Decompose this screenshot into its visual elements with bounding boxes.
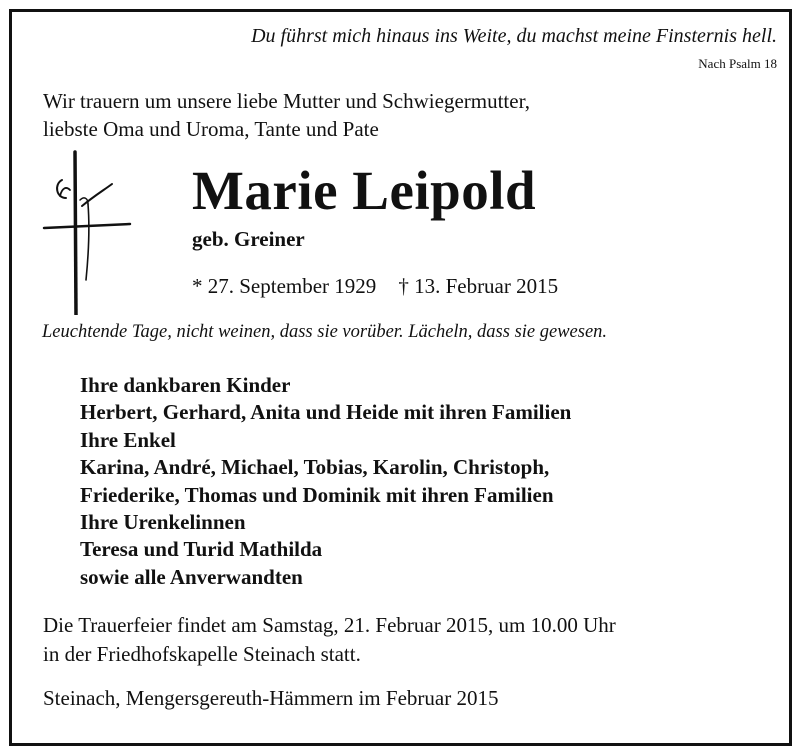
mourners-line: Teresa und Turid Mathilda xyxy=(80,537,323,562)
cross-with-figure-icon xyxy=(42,150,132,315)
life-dates xyxy=(192,274,558,299)
header-motto-source: Nach Psalm 18 xyxy=(698,56,777,71)
mourners-line: Herbert, Gerhard, Anita und Heide mit ihren Familien xyxy=(80,400,572,425)
intro-line: Wir trauern um unsere liebe Mutter und Schwiegermutter, xyxy=(43,89,530,113)
ceremony-line: Die Trauerfeier findet am Samstag, 21. Februar 2015, um 10.00 Uhr xyxy=(43,613,616,637)
mourners-line: Ihre dankbaren Kinder xyxy=(80,373,291,397)
birth-name: geb. Greiner xyxy=(192,227,305,251)
ceremony-line: in der Friedhofskapelle Steinach statt. xyxy=(43,642,361,666)
birth-date: * 27. September 1929 xyxy=(192,274,377,298)
mourners-line: Karina, André, Michael, Tobias, Karolin, Christoph, xyxy=(80,455,550,480)
mourners-line: sowie alle Anverwandten xyxy=(80,564,303,589)
mourners-line: Ihre Enkel xyxy=(80,427,176,452)
intro-line: liebste Oma und Uroma, Tante und Pate xyxy=(43,117,379,141)
memorial-quote: Leuchtende Tage, nicht weinen, dass sie vorüber. Lächeln, dass sie gewesen. xyxy=(42,322,608,342)
obituary-notice xyxy=(9,9,792,746)
deceased-name: Marie Leipold xyxy=(192,160,537,221)
mourners-list xyxy=(80,372,571,591)
place-and-date: Steinach, Mengersgereuth-Hämmern im Februar 2015 xyxy=(43,686,499,710)
mourners-line: Friederike, Thomas und Dominik mit ihren Familien xyxy=(80,482,554,507)
death-date: † 13. Februar 2015 xyxy=(398,274,559,298)
intro-text xyxy=(43,87,530,143)
mourners-line: Ihre Urenkelinnen xyxy=(80,510,246,535)
header-motto: Du führst mich hinaus ins Weite, du machst meine Finsternis hell. xyxy=(251,25,777,47)
ceremony-info xyxy=(43,611,616,669)
